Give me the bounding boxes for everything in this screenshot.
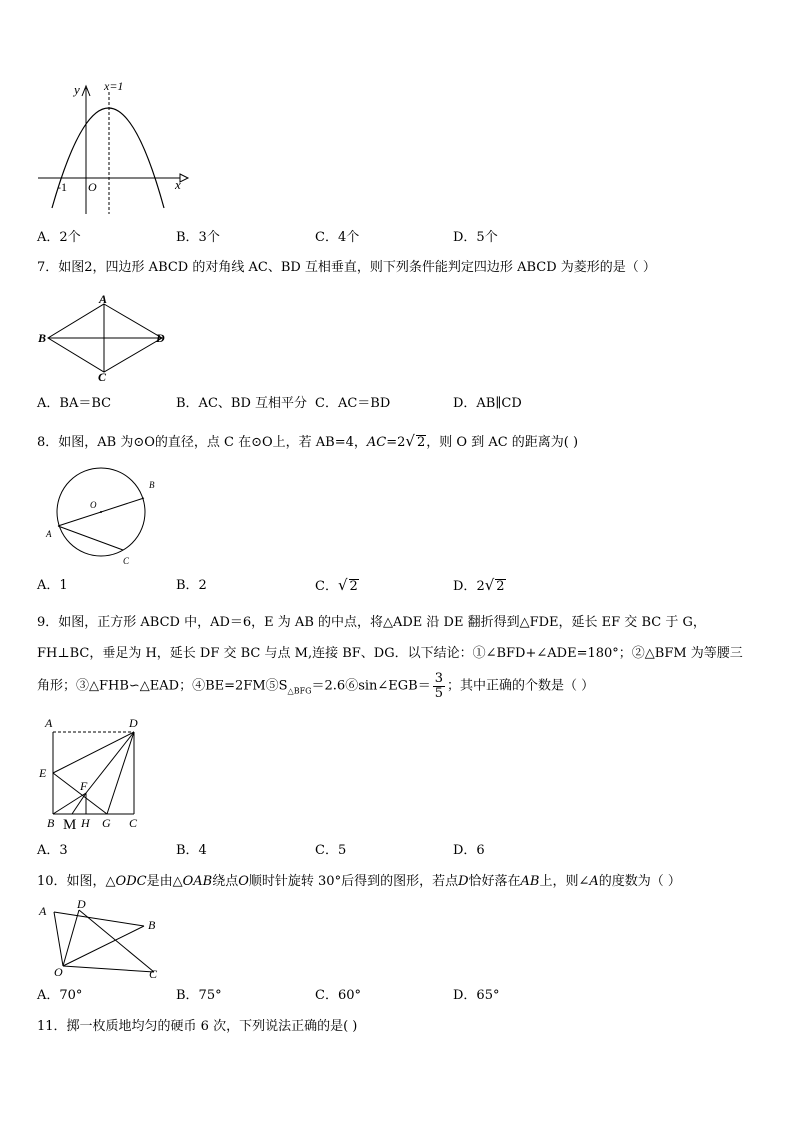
q9-option-c: C．5 (315, 843, 347, 858)
q7-option-d: D．AB∥CD (453, 396, 522, 411)
segment-bf (53, 793, 86, 814)
label-c: C (129, 816, 138, 830)
q8-option-c (315, 576, 359, 596)
label-b: B (149, 480, 155, 490)
q9-option-d: D．6 (453, 843, 485, 858)
label-c: C (98, 370, 107, 384)
q8-question (37, 432, 578, 452)
label-a: A (39, 904, 47, 918)
q8-option-c-radicand: 2 (349, 579, 358, 594)
label-e: E (39, 766, 47, 780)
label-d: D (77, 898, 86, 911)
q7-option-b: B．AC、BD 互相平分 (176, 396, 307, 411)
q10-option-a: A．70° (37, 988, 83, 1003)
segment-oc (63, 966, 154, 972)
q9-line3-c: ；其中正确的个数是（ ） (447, 678, 595, 694)
parabola-figure (30, 78, 200, 220)
q10-option-c: C．60° (315, 988, 361, 1003)
q10-angle-a: A (589, 874, 599, 889)
q9-line2: FH⊥BC，垂足为 H，延长 DF 交 BC 与点 M,连接 BF、DG．以下结论：①∠BFD+∠ADE=180°；②△BFM 为等腰三 (37, 646, 743, 661)
x-axis-label: x (175, 177, 181, 192)
label-d: D (129, 716, 138, 730)
q9-fraction-denominator: 5 (434, 686, 444, 701)
q8-option-b: B．2 (176, 578, 207, 593)
segment-df (86, 732, 134, 793)
q6-option-c: C．4个 (315, 230, 360, 245)
q8-text-a: 8．如图，AB 为⊙O的直径，点 C 在⊙O上，若 AB=4， (37, 435, 367, 450)
label-b: B (38, 331, 47, 345)
label-g: G (102, 816, 111, 830)
q10-triangle-oab: △OAB (172, 874, 213, 889)
label-m: M (63, 817, 77, 832)
symmetry-label: x=1 (104, 79, 124, 93)
q10-option-d: D．65° (453, 988, 500, 1003)
q9-option-a: A．3 (37, 843, 68, 858)
neg-one-label: -1 (57, 180, 67, 194)
rotation-figure (36, 898, 166, 984)
q10-text-d: 顺时针旋转 30°后得到的图形，若点 (248, 874, 459, 889)
segment-ob (63, 926, 144, 966)
q10-point-d: D (458, 874, 469, 889)
center-point (100, 511, 102, 513)
segment-dc (79, 910, 154, 972)
q9-fraction (433, 672, 445, 701)
q10-question (37, 873, 681, 891)
q8-text-b: ，则 O 到 AC 的距离为( ) (426, 435, 579, 450)
label-f: F (80, 779, 88, 793)
q10-text-a: 10．如图， (37, 874, 106, 889)
x-axis-arrow (180, 174, 188, 182)
q10-text-c: 绕点 (212, 874, 239, 889)
q8-option-d (453, 576, 506, 596)
label-o: O (90, 500, 97, 510)
parabola-curve (52, 108, 164, 208)
q10-triangle-odc: △ODC (105, 874, 147, 889)
q9-fraction-numerator: 3 (434, 671, 444, 686)
q7-option-c: C．AC＝BD (315, 396, 391, 411)
q10-text-f: 上，则∠ (539, 874, 590, 889)
label-a: A (46, 529, 52, 539)
label-b: B (47, 816, 55, 830)
q8-option-a: A．1 (37, 578, 68, 593)
q9-line3-b: ＝2.6⑥sin∠EGB＝ (311, 678, 431, 694)
segment-ab (54, 912, 144, 926)
q7-option-a: A．BA＝BC (37, 396, 112, 411)
label-c: C (123, 556, 130, 566)
q11-question: 11．掷一枚质地均匀的硬币 6 次，下列说法正确的是( ) (37, 1019, 358, 1034)
q8-formula-lhs: AC (366, 435, 387, 450)
q10-text-e: 恰好落在 (468, 874, 521, 889)
segment-dg (107, 732, 134, 814)
segment-ed (53, 732, 134, 773)
sqrt-symbol: √ (337, 576, 348, 594)
q10-point-o: O (238, 874, 249, 889)
q10-text-b: 是由 (146, 874, 173, 889)
q9-area-subscript: △BFG (287, 686, 312, 696)
q8-formula-radicand: 2 (416, 435, 426, 450)
q8-option-d-radicand: 2 (496, 579, 505, 594)
q10-segment-ab: AB (520, 874, 540, 889)
q9-line1: 9．如图，正方形 ABCD 中，AD＝6，E 为 AB 的中点，将△ADE 沿 DE 翻折得到△FDE，延长 EF 交 BC 于 G， (37, 615, 706, 630)
label-d: D (156, 331, 165, 345)
label-a: A (45, 716, 53, 730)
q9-line3 (37, 672, 594, 701)
sqrt-symbol: √ (405, 432, 415, 450)
circle-figure (38, 466, 168, 574)
y-axis-label: y (74, 82, 80, 97)
q6-option-d: D．5个 (453, 230, 498, 245)
q8-option-d-prefix: D． (453, 579, 477, 594)
q6-option-b: B．3个 (176, 230, 220, 245)
q8-option-d-coef: 2 (476, 579, 485, 594)
segment-ao (54, 912, 63, 966)
segment-od (63, 910, 79, 966)
label-h: H (81, 816, 90, 830)
q9-line3-a: 角形；③△FHB∽△EAD；④BE=2FM⑤S (37, 678, 288, 694)
origin-label: O (88, 180, 97, 194)
q7-question: 7．如图2，四边形 ABCD 的对角线 AC、BD 互相垂直，则下列条件能判定四边形 ABCD 为菱形的是（ ） (37, 260, 656, 275)
label-a: A (99, 292, 108, 306)
square-figure (36, 714, 148, 832)
sqrt-symbol: √ (484, 576, 495, 594)
label-o: O (54, 965, 63, 979)
q10-text-g: 的度数为（ ） (598, 874, 681, 889)
q10-option-b: B．75° (176, 988, 222, 1003)
q8-formula-eq: =2 (386, 435, 406, 450)
rhombus-figure (36, 292, 172, 384)
q6-option-a: A．2个 (37, 230, 81, 245)
q8-option-c-prefix: C． (315, 579, 338, 594)
label-c: C (149, 967, 158, 981)
label-b: B (148, 918, 156, 932)
q9-option-b: B．4 (176, 843, 207, 858)
chord-ac (58, 526, 123, 550)
